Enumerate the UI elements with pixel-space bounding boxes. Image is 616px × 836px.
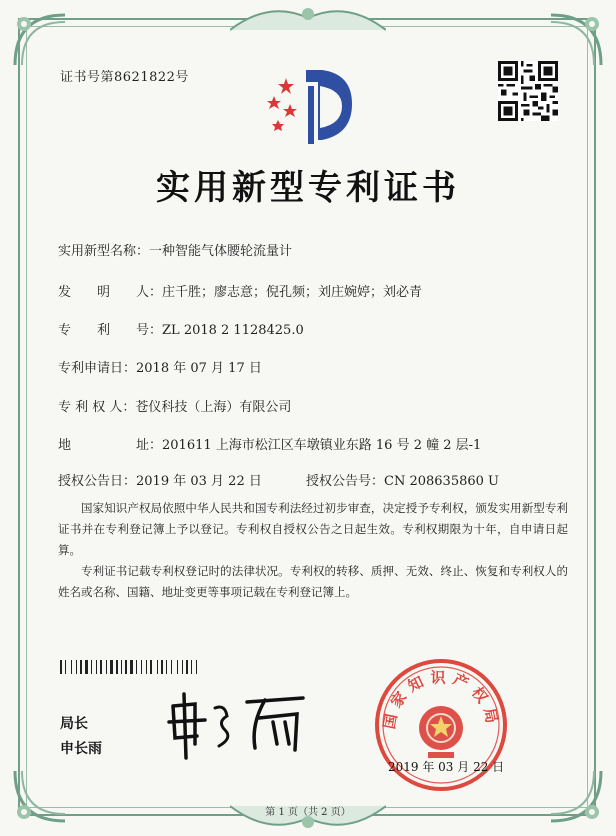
barcode-bar [168, 660, 170, 674]
field-value: 2018 年 07 月 17 日 [136, 361, 262, 376]
barcode-bar [73, 660, 75, 674]
barcode-bar [76, 660, 77, 674]
body-paragraph: 专利证书记载专利权登记时的法律状况。专利权的转移、质押、无效、终止、恢复和专利权人的姓名或名称、国籍、地址变更等事项记载在专利登记簿上。 [58, 564, 568, 599]
barcode-bar [166, 660, 167, 674]
barcode-bar [63, 660, 64, 674]
barcode-bar [161, 660, 163, 674]
field-label: 授权公告日： [58, 474, 137, 489]
patent-office-emblem-icon [258, 60, 358, 148]
field-value: ZL 2018 2 1128425.0 [162, 323, 304, 338]
barcode-bar [164, 660, 165, 674]
barcode-bar [198, 660, 201, 674]
barcode-bar [123, 660, 124, 674]
barcode-bar [98, 660, 99, 674]
barcode-bar [196, 660, 197, 674]
page-number: 第 1 页（共 2 页） [265, 807, 351, 818]
barcode-bar [141, 660, 142, 674]
barcode-bar [110, 660, 113, 674]
barcode-bar [130, 660, 133, 674]
barcode-bar [182, 660, 183, 674]
grant-number-field [306, 470, 499, 489]
corner-ornament-icon [10, 10, 70, 70]
barcode-bar [148, 660, 149, 674]
barcode-bar [153, 660, 156, 674]
barcode-bar [184, 660, 185, 674]
barcode-bar [83, 660, 84, 674]
barcode-bar [128, 660, 129, 674]
qr-code-icon [498, 61, 558, 121]
body-paragraph: 国家知识产权局依照中华人民共和国专利法经过初步审查，决定授予专利权，颁发实用新型专利证书并在专利登记簿上予以登记。专利权自授权公告之日起生效。专利权期限为十年，自申请日起算。 [58, 501, 568, 557]
field-label: 专利申请日： [58, 361, 137, 376]
barcode-bar [146, 660, 147, 674]
barcode-bar [189, 660, 190, 674]
seal-text: 国家知识产权局 [380, 668, 502, 731]
barcode-bar [177, 660, 178, 674]
field-label: 专 利 权 人： [58, 400, 136, 415]
barcode-bar [65, 660, 66, 674]
inventor-field [58, 281, 422, 300]
patent-number-field [58, 319, 304, 338]
barcode-bar [106, 660, 107, 674]
barcode-bar [171, 660, 172, 674]
field-value: 苍仪科技（上海）有限公司 [135, 400, 292, 415]
barcode-bar [108, 660, 109, 674]
barcode-bar [159, 660, 160, 674]
utility-model-name-field [58, 240, 292, 259]
barcode-bar [125, 660, 127, 674]
field-label: 实用新型名称： [58, 244, 150, 259]
barcode-bar [89, 660, 90, 674]
barcode-bar [121, 660, 122, 674]
director-title: 局长 [60, 716, 88, 732]
field-value: CN 208635860 U [384, 474, 499, 489]
barcode-bar [136, 660, 137, 674]
barcode-bar [179, 660, 181, 674]
barcode-bar [67, 660, 70, 674]
barcode-bar [93, 660, 95, 674]
address-field [58, 434, 481, 453]
barcode-bar [80, 660, 82, 674]
barcode-bar [114, 660, 115, 674]
barcode-bar [91, 660, 92, 674]
barcode-bar [191, 660, 192, 674]
barcode-bar [85, 660, 88, 674]
barcode-bar [96, 660, 97, 674]
field-label: 专 利 号： [58, 323, 163, 338]
field-value: 2019 年 03 月 22 日 [136, 474, 262, 489]
patent-holder-field [58, 396, 291, 415]
barcode-bar [78, 660, 79, 674]
barcode-bar [138, 660, 140, 674]
certificate-title: 实用新型专利证书 [156, 168, 460, 208]
field-value: 一种智能气体腰轮流量计 [149, 244, 293, 259]
barcode-bar [173, 660, 176, 674]
barcode-bar [193, 660, 195, 674]
barcode-bar [116, 660, 118, 674]
field-label: 授权公告号： [306, 474, 385, 489]
barcode-bar [134, 660, 135, 674]
filing-date-field [58, 357, 262, 376]
barcode-bar [157, 660, 158, 674]
director-signature-icon [165, 688, 315, 762]
field-label: 发 明 人： [58, 285, 163, 300]
barcode-bar [71, 660, 72, 674]
barcode [60, 660, 230, 674]
barcode-bar [143, 660, 145, 674]
top-ornament-icon [230, 0, 386, 34]
field-value: 201611 上海市松江区车墩镇业东路 16 号 2 幢 2 层-1 [162, 438, 482, 453]
grant-date-field [58, 470, 262, 489]
field-value: 庄千胜；廖志意；倪孔频；刘庄婉婷；刘必青 [162, 285, 423, 300]
barcode-bar [60, 660, 62, 674]
field-label: 地 址： [58, 438, 163, 453]
certificate-number: 证书号第8621822号 [60, 70, 189, 85]
barcode-bar [119, 660, 120, 674]
seal-date: 2019 年 03 月 22 日 [388, 760, 505, 774]
director-name: 申长雨 [60, 741, 102, 757]
barcode-bar [186, 660, 188, 674]
barcode-bar [100, 660, 102, 674]
barcode-bar [103, 660, 105, 674]
certificate-body [58, 498, 568, 603]
barcode-bar [150, 660, 152, 674]
